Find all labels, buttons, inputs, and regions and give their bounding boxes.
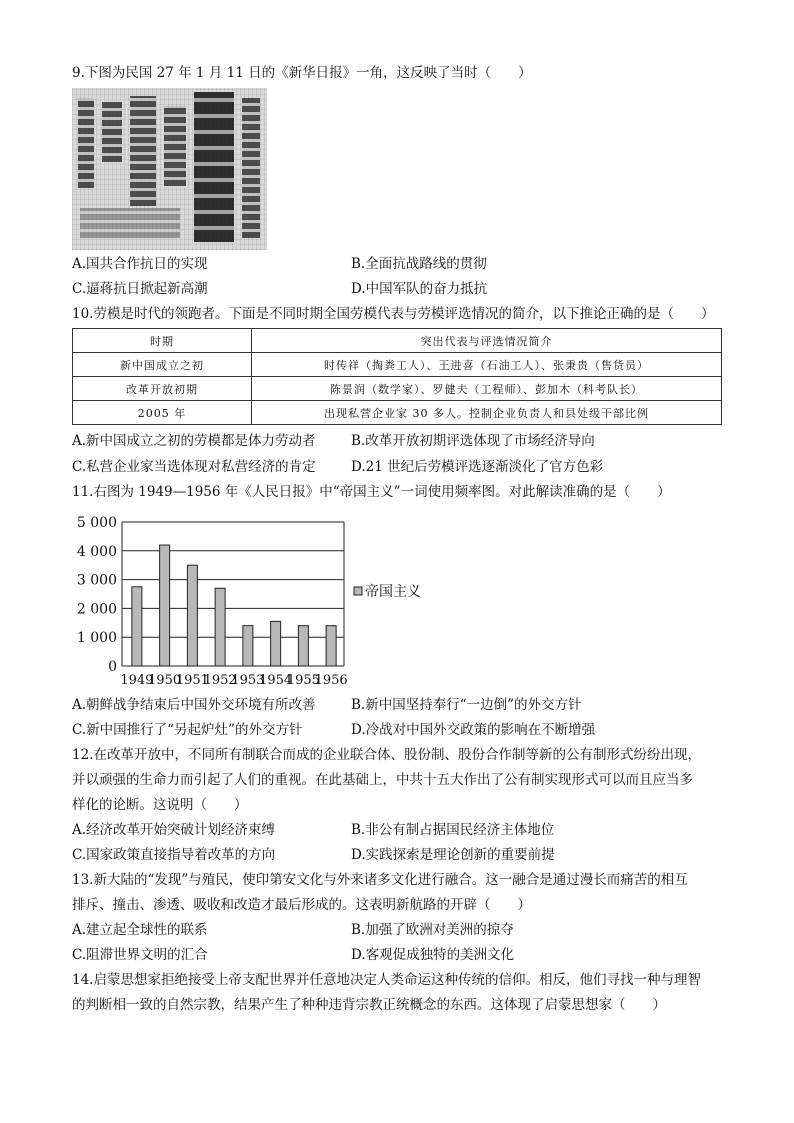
q9-option-b: B.全面抗战路线的贯彻 [351, 256, 487, 272]
q13-option-a: A.建立起全球性的联系 [72, 922, 208, 938]
y-tick-label: 2 000 [76, 601, 117, 618]
q12-stem-line-1: 12.在改革开放中，不同所有制联合而成的企业联合体、股份制、股份合作制等新的公有制形式纷纷出现， [72, 747, 701, 763]
q11-option-d: D.冷战对中国外交政策的影响在不断增强 [351, 722, 596, 738]
table-row [73, 401, 722, 425]
chart-bar [243, 626, 253, 666]
labor-model-table [72, 328, 722, 425]
y-tick-label: 1 000 [76, 630, 117, 647]
chart-bar [271, 621, 281, 666]
y-tick-label: 4 000 [76, 543, 117, 560]
q9-option-d: D.中国军队的奋力抵抗 [351, 281, 488, 297]
q12-option-d: D.实践探索是理论创新的重要前提 [351, 847, 555, 863]
q10-option-d: D.21 世纪后劳模评选逐渐淡化了官方色彩 [351, 459, 604, 475]
table-header-row [73, 329, 722, 353]
chart-svg [72, 508, 432, 690]
x-tick-label: 1952 [203, 673, 237, 688]
q12-option-c: C.国家政策直接指导着改革的方向 [72, 847, 276, 863]
q11-option-b: B.新中国坚持奉行“一边倒”的外交方针 [351, 697, 582, 713]
chart-bar [215, 588, 225, 666]
table-cell: 时传祥（掏粪工人）、王进喜（石油工人）、张秉贵（售货员） [252, 353, 722, 377]
q13-stem-line-1: 13.新大陆的“发现”与殖民，使印第安文化与外来诸多文化进行融合。这一融合是通过漫长而痛苦的相互 [72, 872, 688, 888]
y-tick-label: 5 000 [76, 515, 117, 531]
newspaper-photo [72, 88, 267, 250]
q10-option-b: B.改革开放初期评选体现了市场经济导向 [351, 433, 595, 449]
x-tick-label: 1954 [259, 673, 293, 688]
q10-option-c: C.私营企业家当选体现对私营经济的肯定 [72, 459, 316, 475]
chart-bar [298, 626, 308, 666]
table-cell: 陈景润（数学家）、罗健夫（工程师）、彭加木（科考队长） [252, 377, 722, 401]
q11-option-c: C.新中国推行了“另起炉灶”的外交方针 [72, 722, 303, 738]
q9-stem: 9.下图为民国 27 年 1 月 11 日的《新华日报》一角，这反映了当时（ ） [72, 65, 532, 81]
q12-stem-line-2: 并以顽强的生命力而引起了人们的重视。在此基础上，中共十五大作出了公有制实现形式可以而且应当多 [72, 772, 693, 788]
y-tick-label: 3 000 [76, 572, 117, 589]
q9-option-a: A.国共合作抗日的实现 [72, 256, 208, 272]
q12-option-a: A.经济改革开始突破计划经济束缚 [72, 822, 276, 838]
table-header-period: 时期 [73, 329, 252, 353]
x-tick-label: 1949 [120, 673, 154, 688]
x-tick-label: 1955 [286, 673, 320, 688]
q13-stem-line-2: 排斥、撞击、渗透、吸收和改造才最后形成的。这表明新航路的开辟（ ） [72, 897, 531, 913]
chart-bar [160, 545, 170, 666]
legend-label: 帝国主义 [365, 584, 421, 600]
table-header-summary: 突出代表与评选情况简介 [252, 329, 722, 353]
q11-option-a: A.朝鲜战争结束后中国外交环境有所改善 [72, 697, 316, 713]
x-tick-label: 1956 [314, 673, 348, 688]
table-cell: 2005 年 [73, 401, 252, 425]
chart-bar [187, 565, 197, 666]
table-row [73, 377, 722, 401]
x-tick-label: 1951 [175, 673, 209, 688]
q13-option-c: C.阻滞世界文明的汇合 [72, 947, 208, 963]
q13-option-d: D.客观促成独特的美洲文化 [351, 947, 515, 963]
table-cell: 新中国成立之初 [73, 353, 252, 377]
table-cell: 出现私营企业家 30 多人。控制企业负责人和县处级干部比例 [252, 401, 722, 425]
q12-stem-line-3: 样化的论断。这说明（ ） [72, 797, 248, 813]
q11-stem: 11.右图为 1949—1956 年《人民日报》中“帝国主义”一词使用频率图。对此解读准确的是（ ） [72, 484, 671, 500]
chart-bar [132, 587, 142, 666]
legend-swatch [354, 587, 362, 595]
q10-stem: 10.劳模是时代的领跑者。下面是不同时期全国劳模代表与劳模评选情况的简介，以下推论正确的是（ ） [72, 306, 715, 322]
q9-option-c: C.逼蒋抗日掀起新高潮 [72, 281, 208, 297]
table-row [73, 353, 722, 377]
q14-stem-line-1: 14.启蒙思想家拒绝接受上帝支配世界并任意地决定人类命运这种传统的信仰。相反，他们寻找一种与理智 [72, 972, 701, 988]
imperialism-frequency-chart [72, 508, 432, 690]
y-tick-label: 0 [108, 659, 117, 675]
chart-bar [326, 626, 336, 666]
q14-stem-line-2: 的判断相一致的自然宗教，结果产生了种种违背宗教正统概念的东西。这体现了启蒙思想家（ ） [72, 997, 666, 1013]
table-cell: 改革开放初期 [73, 377, 252, 401]
q13-option-b: B.加强了欧洲对美洲的掠夺 [351, 922, 514, 938]
x-tick-label: 1953 [231, 673, 265, 688]
x-tick-label: 1950 [148, 673, 182, 688]
q10-option-a: A.新中国成立之初的劳模都是体力劳动者 [72, 433, 316, 449]
q12-option-b: B.非公有制占据国民经济主体地位 [351, 822, 555, 838]
